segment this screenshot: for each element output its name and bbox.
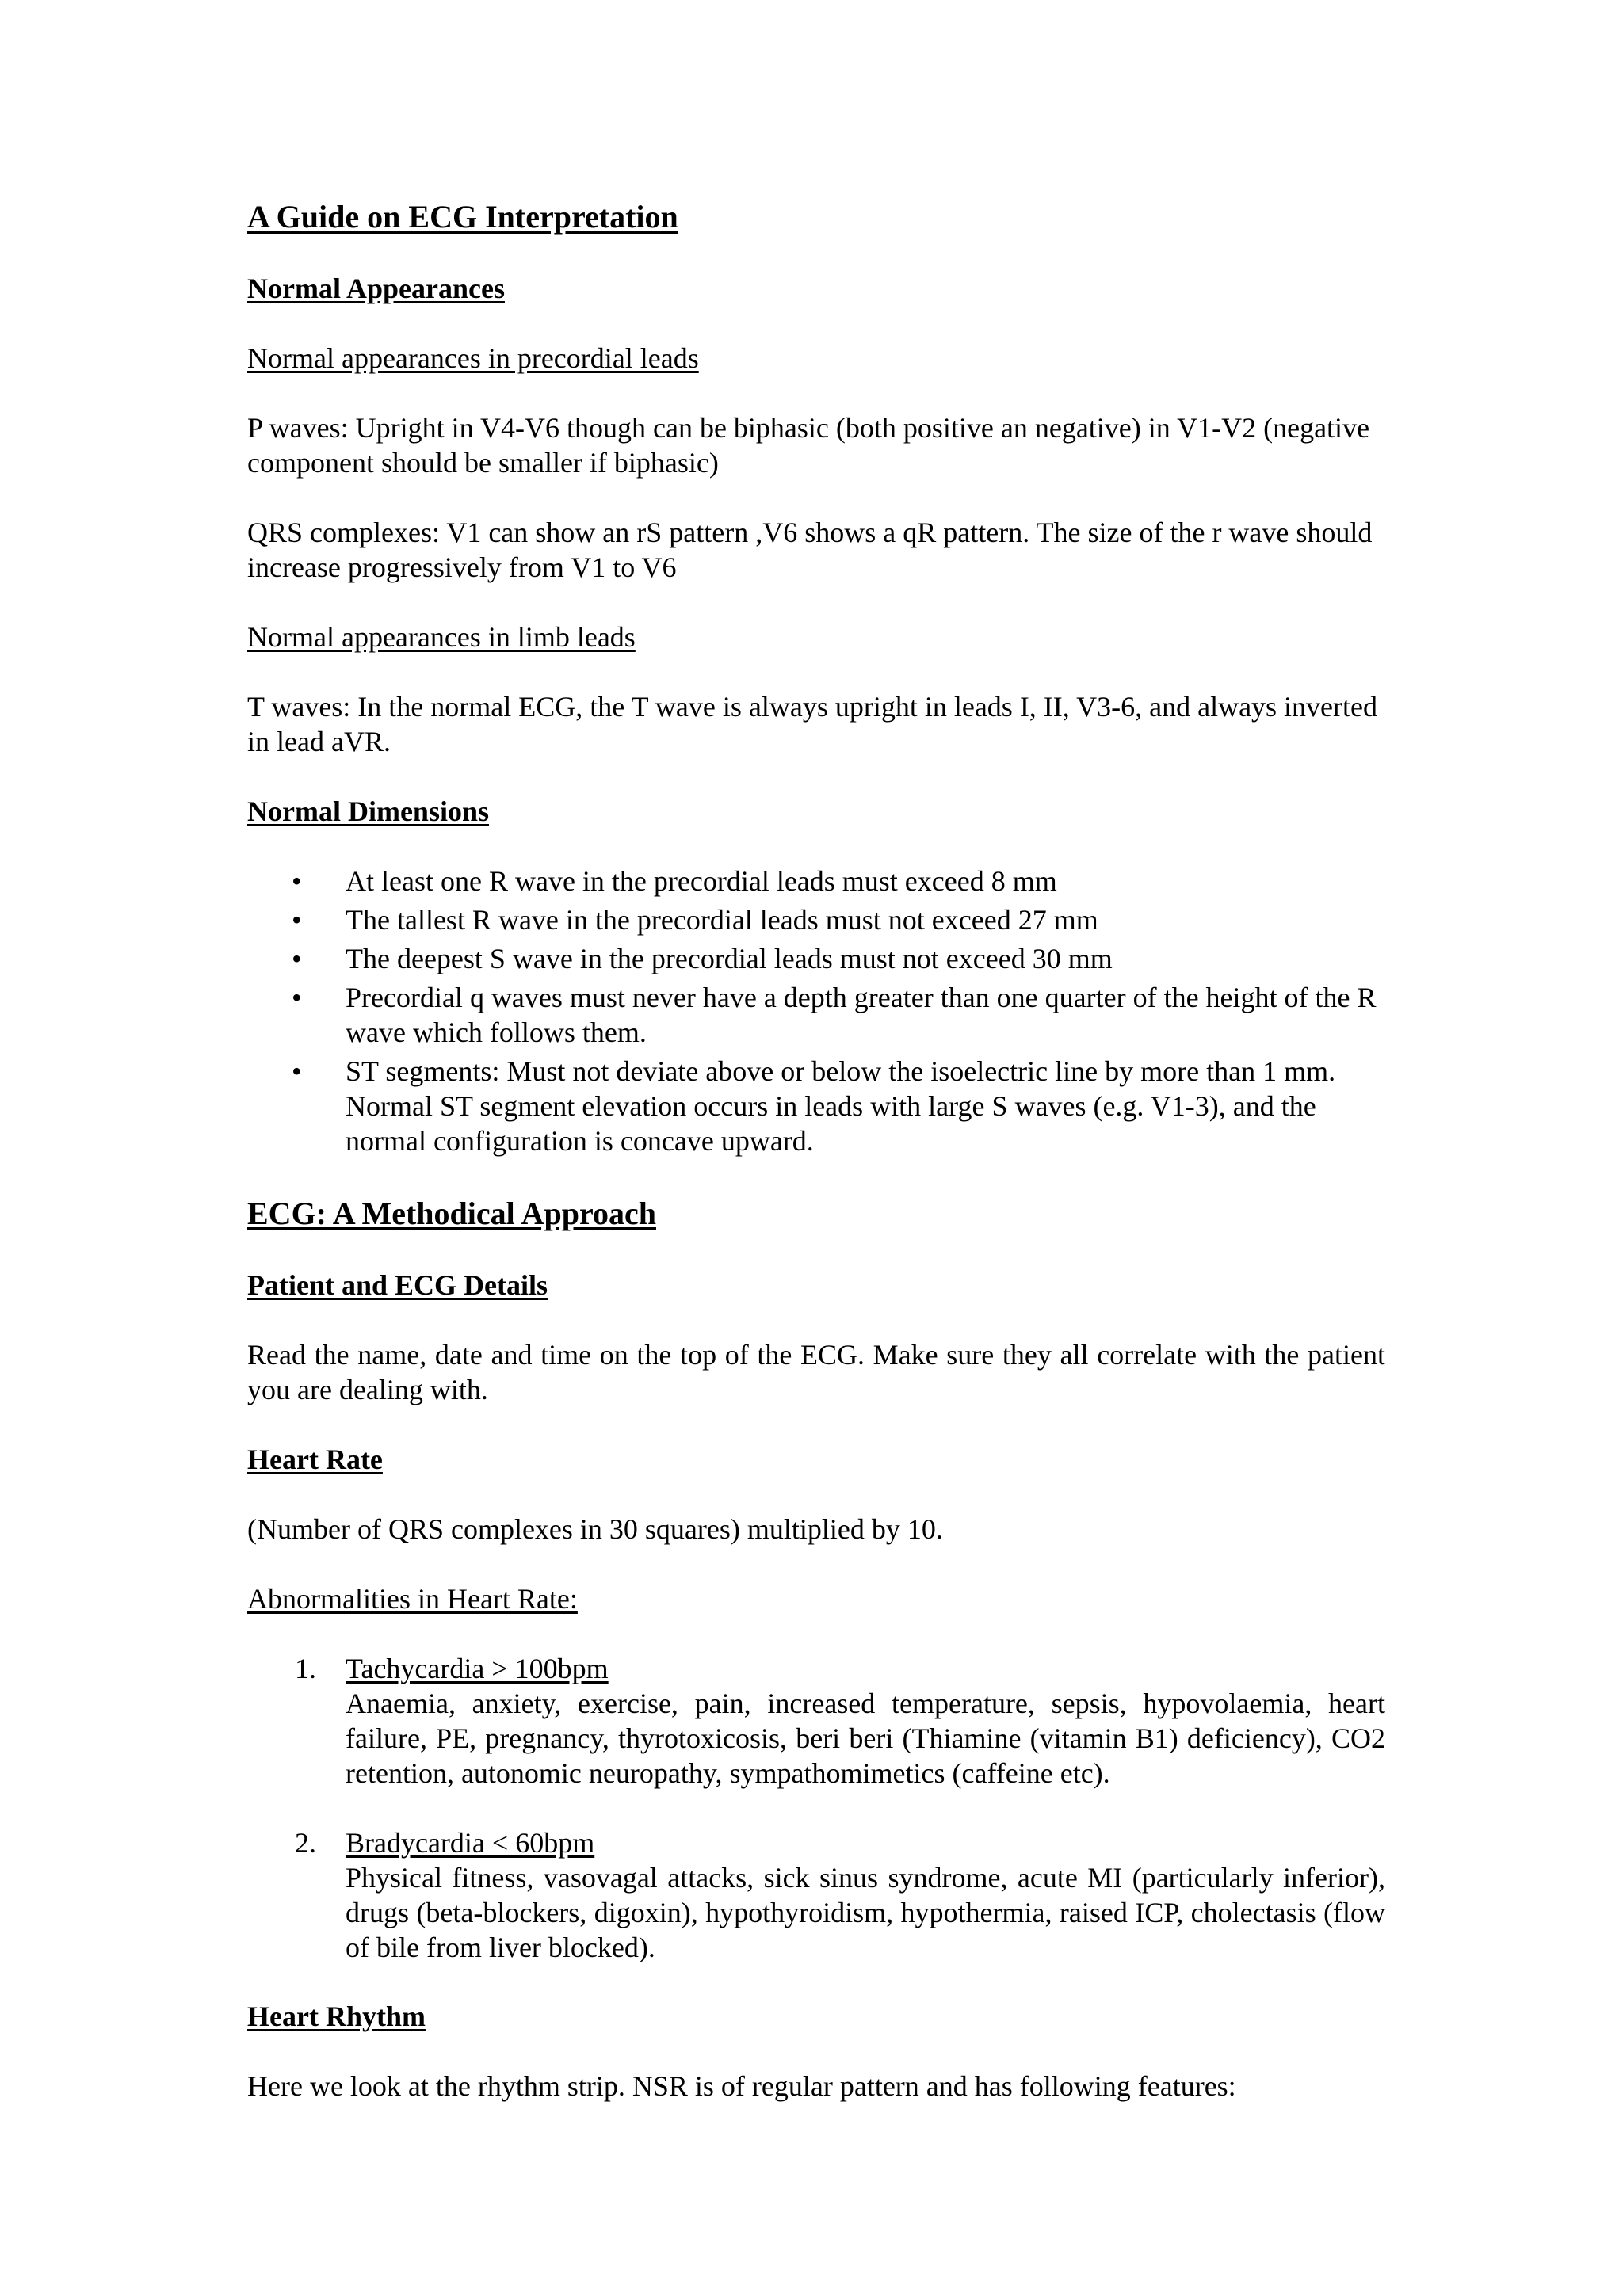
subheading-precordial-leads: Normal appearances in precordial leads <box>247 342 699 374</box>
dimensions-list <box>247 864 1385 1162</box>
bullet-icon: • <box>292 982 302 1013</box>
abnormalities-list <box>247 1651 1385 2000</box>
list-item-text: Physical fitness, vasovagal attacks, sick sinus syndrome, acute MI (particularly inferior), drugs (beta-blockers, digoxin), hypothyroidism, hypothermia, raised ICP, cholectasis (flow of bile from liver blocked). <box>346 1862 1385 1963</box>
list-number: 1. <box>295 1653 316 1684</box>
list-number: 2. <box>295 1827 316 1859</box>
paragraph-heart-rate: (Number of QRS complexes in 30 squares) multiplied by 10. <box>247 1513 943 1545</box>
list-item-text: ST segments: Must not deviate above or below the isoelectric line by more than 1 mm. Normal ST segment elevation occurs in leads with large S waves (e.g. V1-3), and the normal configuration is concave upward. <box>346 1055 1336 1157</box>
document-title: A Guide on ECG Interpretation <box>247 199 678 235</box>
heading-heart-rhythm: Heart Rhythm <box>247 2000 426 2032</box>
section-title-methodical-approach: ECG: A Methodical Approach <box>247 1196 656 1231</box>
subheading-abnormalities: Abnormalities in Heart Rate: <box>247 1583 578 1615</box>
list-item-title: Tachycardia > 100bpm <box>346 1653 609 1684</box>
paragraph-heart-rhythm: Here we look at the rhythm strip. NSR is of regular pattern and has following features: <box>247 2070 1236 2102</box>
list-item-text: Anaemia, anxiety, exercise, pain, increased temperature, sepsis, hypovolaemia, heart failure, PE, pregnancy, thyrotoxicosis, beri beri (Thiamine (vitamin B1) deficiency), CO2 retention, autonomic neuropathy, sympathomimetics (caffeine etc). <box>346 1688 1385 1789</box>
list-item-text: Precordial q waves must never have a depth greater than one quarter of the height of the R wave which follows them. <box>346 982 1377 1048</box>
list-item <box>247 980 1385 1050</box>
bullet-icon: • <box>292 865 302 897</box>
heading-normal-appearances: Normal Appearances <box>247 273 505 304</box>
bullet-icon: • <box>292 904 302 936</box>
list-item-tachycardia <box>247 1651 1385 1791</box>
heading-patient-details: Patient and ECG Details <box>247 1269 548 1301</box>
list-item-bradycardia <box>247 1825 1385 1965</box>
list-item-text: The tallest R wave in the precordial leads must not exceed 27 mm <box>346 904 1098 936</box>
paragraph-patient-details: Read the name, date and time on the top of the ECG. Make sure they all correlate with the patient you are dealing with. <box>247 1339 1385 1405</box>
list-item-text: The deepest S wave in the precordial leads must not exceed 30 mm <box>346 943 1113 974</box>
bullet-icon: • <box>292 943 302 974</box>
list-item <box>247 864 1385 898</box>
bullet-icon: • <box>292 1055 302 1087</box>
subheading-limb-leads: Normal appearances in limb leads <box>247 621 636 653</box>
paragraph-t-waves: T waves: In the normal ECG, the T wave is always upright in leads I, II, V3-6, and always inverted in lead aVR. <box>247 691 1378 757</box>
heading-normal-dimensions: Normal Dimensions <box>247 795 489 827</box>
heading-heart-rate: Heart Rate <box>247 1444 383 1475</box>
paragraph-p-waves: P waves: Upright in V4-V6 though can be biphasic (both positive an negative) in V1-V2 (negative component should be smaller if biphasic) <box>247 412 1370 479</box>
list-item <box>247 902 1385 937</box>
list-item <box>247 941 1385 976</box>
paragraph-qrs-complexes: QRS complexes: V1 can show an rS pattern ,V6 shows a qR pattern. The size of the r wave should increase progressively from V1 to V6 <box>247 517 1373 583</box>
list-item <box>247 1054 1385 1158</box>
list-item-text: At least one R wave in the precordial leads must exceed 8 mm <box>346 865 1057 897</box>
list-item-title: Bradycardia < 60bpm <box>346 1827 595 1859</box>
